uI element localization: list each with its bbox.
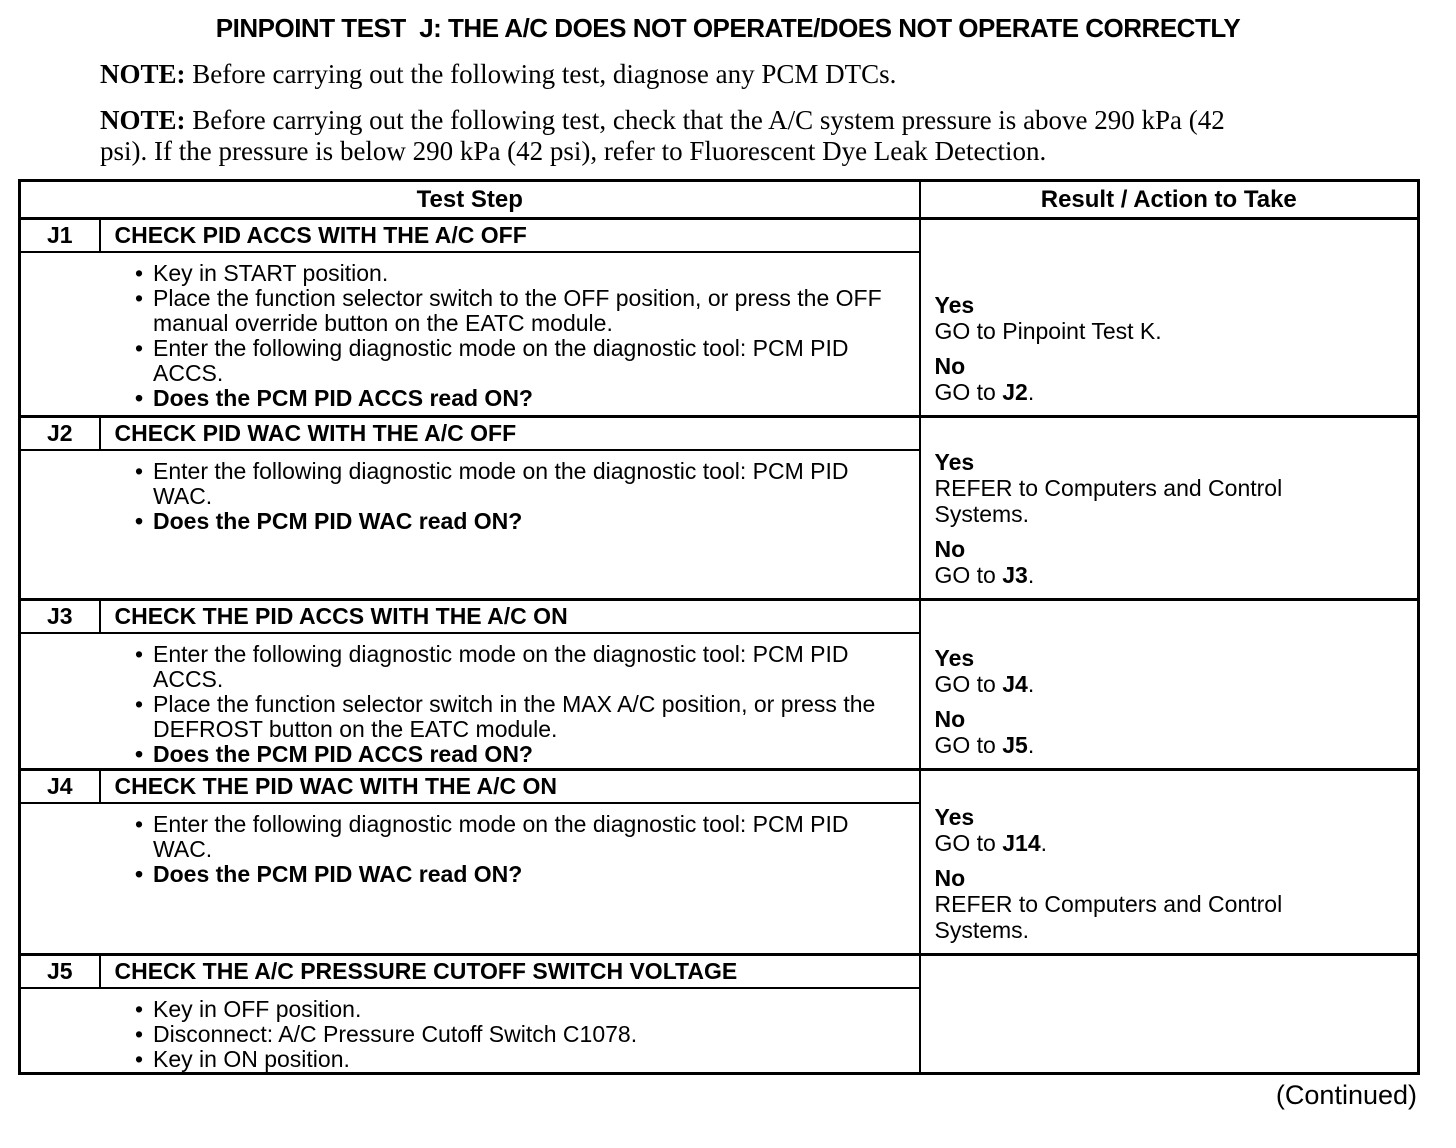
result-yes [935,292,1363,344]
note-label: NOTE: [100,59,186,89]
result-label: Yes [934,645,975,671]
page-title: PINPOINT TEST J: THE A/C DOES NOT OPERATE/DOES NOT OPERATE CORRECTLY [215,13,1241,43]
instruction-question: • Does the PCM PID ACCS read ON? [21,386,919,411]
result-action [935,891,1363,943]
step-id: J5 [20,955,100,988]
result-action-text: GO to [934,671,1003,697]
instruction-item: • Place the function selector switch to the OFF position, or press the OFF manual override button on the EATC module. [21,286,919,336]
result-cell-j3 [920,600,1419,770]
result-action-target: J3 [1002,562,1028,588]
result-no [935,706,1363,758]
result-action-text: . [1027,562,1035,588]
step-id: J4 [20,770,100,803]
result-action-text: GO to [934,830,1003,856]
test-step-header: Test Step [20,181,920,219]
result-action [935,562,1363,588]
instruction-question: • Does the PCM PID ACCS read ON? [21,742,919,767]
result-cell-j2 [920,417,1419,600]
result-action [935,475,1363,527]
instruction-item: • Enter the following diagnostic mode on the diagnostic tool: PCM PID WAC. [21,812,919,862]
result-action-text: GO to [934,732,1003,758]
result-label: No [934,706,966,732]
step-instructions [20,633,920,770]
result-action-text: . [1040,830,1048,856]
step-instructions [20,252,920,417]
instruction-item: • Place the function selector switch in the MAX A/C position, or press the DEFROST button on the EATC module. [21,692,919,742]
instruction-question: • Does the PCM PID WAC read ON? [21,509,919,534]
instruction-list [21,459,919,534]
result-action-text: GO to [934,562,1003,588]
result-yes [935,449,1363,527]
result-action-text: REFER to Computers and Control Systems. [934,475,1283,527]
instruction-item: • Key in START position. [21,261,919,286]
step-title: CHECK THE PID WAC WITH THE A/C ON [100,770,920,803]
instruction-item: • Key in ON position. [21,1047,919,1072]
result-label: No [934,865,966,891]
result-cell-j1 [920,219,1419,417]
result-yes [935,804,1363,856]
table-row-j1-title [20,219,1419,252]
instruction-list [21,997,919,1072]
result-cell-j5 [920,955,1419,1074]
pinpoint-test-table [18,179,1420,1075]
result-action-text: . [1027,671,1035,697]
note-text: Before carrying out the following test, diagnose any PCM DTCs. [185,59,897,89]
note-pressure [100,105,1265,167]
result-yes [935,645,1363,697]
result-action-text: REFER to Computers and Control Systems. [934,891,1283,943]
instruction-question: • Does the PCM PID WAC read ON? [21,862,919,887]
instruction-item: • Key in OFF position. [21,997,919,1022]
result-action [935,318,1363,344]
result-action [935,379,1363,405]
step-title: CHECK PID WAC WITH THE A/C OFF [100,417,920,450]
result-action-text: . [1027,379,1035,405]
table-header-row [20,181,1419,219]
result-action-text: GO to [934,379,1003,405]
step-title: CHECK PID ACCS WITH THE A/C OFF [100,219,920,252]
instruction-item: • Enter the following diagnostic mode on the diagnostic tool: PCM PID WAC. [21,459,919,509]
step-instructions [20,450,920,600]
result-cell-j4 [920,770,1419,955]
result-action-text: GO to Pinpoint Test K. [934,318,1162,344]
instruction-list [21,642,919,767]
result-no [935,353,1363,405]
table-row-j4-title [20,770,1419,803]
table-row-j2-title [20,417,1419,450]
result-action [935,830,1363,856]
result-label: Yes [934,449,975,475]
result-action [935,732,1363,758]
result-action-text: . [1027,732,1035,758]
note-pcm-dtcs [100,59,1265,90]
step-id: J1 [20,219,100,252]
result-action-target: J4 [1002,671,1028,697]
table-row-j3-title [20,600,1419,633]
result-label: Yes [934,804,975,830]
instruction-list [21,812,919,887]
result-action-target: J2 [1002,379,1028,405]
result-action [935,671,1363,697]
result-label: Yes [934,292,975,318]
continued-label: (Continued) [1275,1080,1417,1110]
instruction-list [21,261,919,411]
result-no [935,865,1363,943]
step-title: CHECK THE A/C PRESSURE CUTOFF SWITCH VOLTAGE [100,955,920,988]
result-label: No [934,353,966,379]
note-text: Before carrying out the following test, check that the A/C system pressure is above 290 kPa (42 psi). If the pressure is below 290 kPa (42 psi), refer to Fluorescent Dye Leak Detection. [100,105,1225,166]
instruction-item: • Disconnect: A/C Pressure Cutoff Switch C1078. [21,1022,919,1047]
instruction-item: • Enter the following diagnostic mode on the diagnostic tool: PCM PID ACCS. [21,642,919,692]
step-id: J2 [20,417,100,450]
step-instructions [20,988,920,1074]
step-title: CHECK THE PID ACCS WITH THE A/C ON [100,600,920,633]
table-row-j5-title [20,955,1419,988]
result-header: Result / Action to Take [920,181,1419,219]
step-instructions [20,803,920,955]
instruction-item: • Enter the following diagnostic mode on the diagnostic tool: PCM PID ACCS. [21,336,919,386]
note-label: NOTE: [100,105,186,135]
result-action-target: J5 [1002,732,1028,758]
result-no [935,536,1363,588]
result-label: No [934,536,966,562]
result-action-target: J14 [1002,830,1041,856]
step-id: J3 [20,600,100,633]
